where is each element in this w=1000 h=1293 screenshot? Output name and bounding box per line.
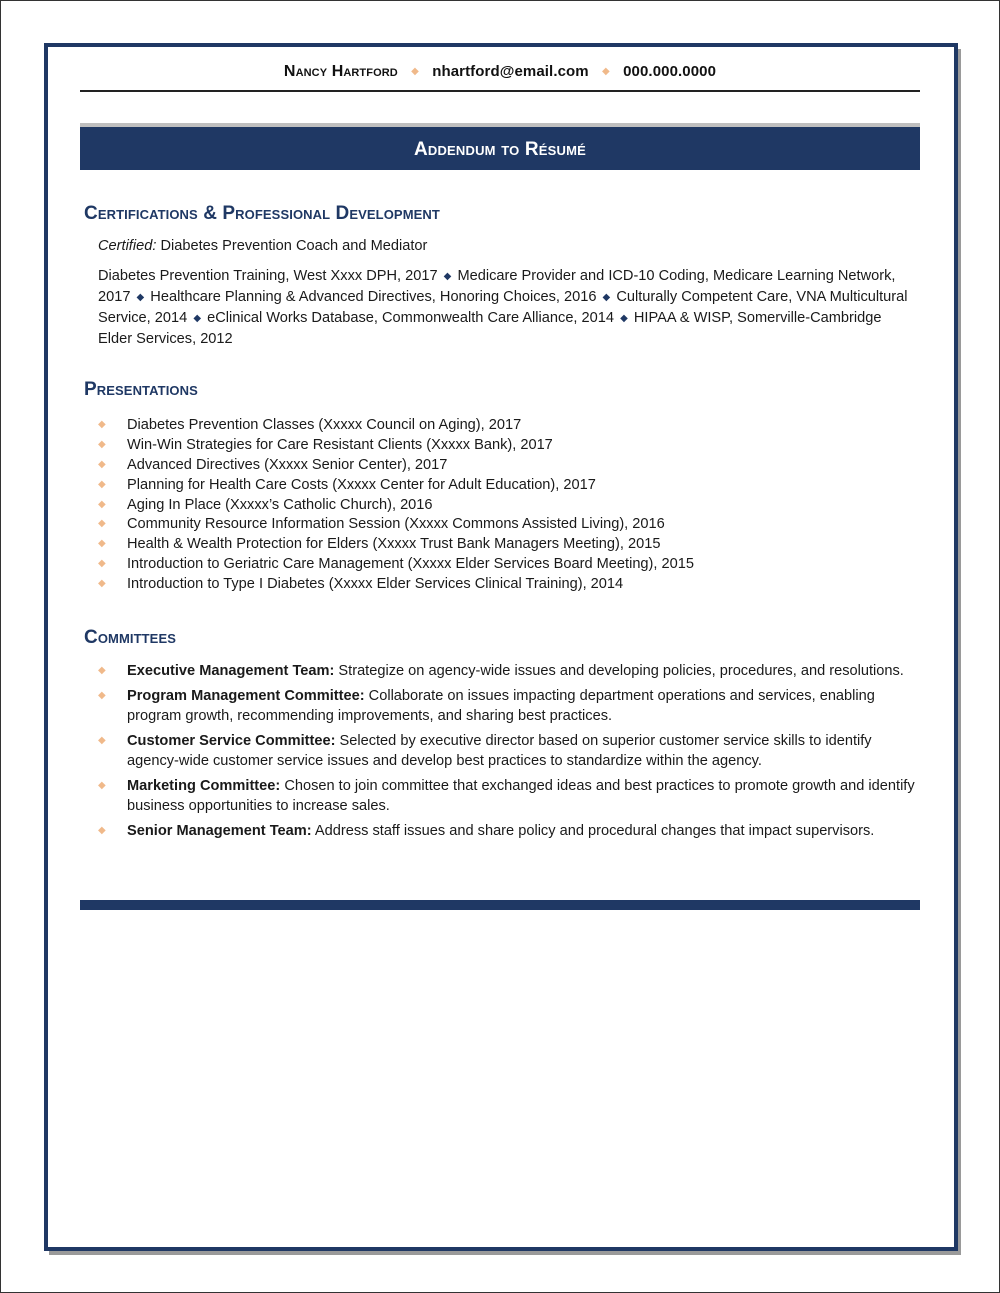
presentations-list xyxy=(98,415,918,594)
diamond-bullet-icon: ◆ xyxy=(98,578,106,590)
certification-item: Diabetes Prevention Training, West Xxxx DPH, 2017 xyxy=(98,268,438,284)
diamond-separator-icon: ◆ xyxy=(602,66,610,77)
diamond-bullet-icon: ◆ xyxy=(98,518,106,530)
diamond-bullet-icon: ◆ xyxy=(98,825,106,836)
committee-item xyxy=(98,821,918,841)
committee-name: Program Management Committee: xyxy=(127,688,365,704)
diamond-bullet-icon: ◆ xyxy=(98,735,106,746)
committee-description: Strategize on agency-wide issues and developing policies, procedures, and resolutions. xyxy=(338,663,904,679)
presentation-text: Health & Wealth Protection for Elders (Xxxxx Trust Bank Managers Meeting), 2015 xyxy=(127,536,661,553)
diamond-bullet-icon: ◆ xyxy=(98,419,106,430)
presentation-text: Advanced Directives (Xxxxx Senior Center), 2017 xyxy=(127,456,448,473)
certifications-heading: Certifications & Professional Development xyxy=(84,203,440,224)
committee-item xyxy=(98,776,918,816)
committee-item xyxy=(98,731,918,771)
committee-name: Marketing Committee: xyxy=(127,778,281,794)
footer-bar xyxy=(80,900,920,910)
header-divider xyxy=(80,90,920,92)
presentation-item xyxy=(98,574,918,594)
diamond-bullet-icon: ◆ xyxy=(98,780,106,791)
certified-value: Diabetes Prevention Coach and Mediator xyxy=(160,238,428,254)
presentation-item xyxy=(98,415,918,435)
diamond-separator-icon: ◆ xyxy=(602,292,611,303)
committee-item xyxy=(98,661,918,681)
certification-item: Culturally Competent Care, VNA Multicultural Service, 2014 xyxy=(98,289,908,326)
committees-list xyxy=(98,661,918,846)
diamond-bullet-icon: ◆ xyxy=(98,690,106,701)
committee-description: Chosen to join committee that exchanged ideas and best practices to promote growth and identify business opportunities to increase sales. xyxy=(127,778,915,814)
diamond-separator-icon: ◆ xyxy=(620,313,628,324)
committees-heading: Committees xyxy=(84,627,176,648)
diamond-bullet-icon: ◆ xyxy=(98,498,106,510)
diamond-bullet-icon: ◆ xyxy=(98,558,106,570)
certified-label: Certified: xyxy=(98,238,157,254)
presentation-text: Aging In Place (Xxxxx’s Catholic Church), 2016 xyxy=(127,496,433,513)
certification-item: eClinical Works Database, Commonwealth Care Alliance, 2014 xyxy=(207,310,615,326)
committee-description: Selected by executive director based on superior customer service skills to identify agency-wide customer service issues and develop best practices to standardize within the agency. xyxy=(127,733,872,769)
diamond-bullet-icon: ◆ xyxy=(98,478,106,490)
certifications-list xyxy=(98,266,908,349)
diamond-separator-icon: ◆ xyxy=(136,292,145,303)
certification-item: HIPAA & WISP, Somerville-Cambridge Elder Services, 2012 xyxy=(98,310,882,347)
presentation-item xyxy=(98,554,918,574)
contact-header xyxy=(80,63,920,81)
diamond-bullet-icon: ◆ xyxy=(98,538,106,550)
presentation-text: Community Resource Information Session (Xxxxx Commons Assisted Living), 2016 xyxy=(127,516,665,533)
certified-line xyxy=(98,236,918,256)
presentation-text: Diabetes Prevention Classes (Xxxxx Council on Aging), 2017 xyxy=(127,417,522,433)
addendum-banner: Addendum to Résumé xyxy=(80,127,920,170)
committee-item xyxy=(98,686,918,726)
presentation-item xyxy=(98,534,918,554)
presentation-text: Planning for Health Care Costs (Xxxxx Center for Adult Education), 2017 xyxy=(127,476,596,493)
presentation-text: Win-Win Strategies for Care Resistant Clients (Xxxxx Bank), 2017 xyxy=(127,436,553,453)
diamond-separator-icon: ◆ xyxy=(443,271,452,282)
committee-name: Customer Service Committee: xyxy=(127,733,336,749)
presentations-heading: Presentations xyxy=(84,379,198,400)
phone-number: 000.000.0000 xyxy=(623,63,717,80)
presentation-item xyxy=(98,455,918,475)
committee-description: Collaborate on issues impacting department operations and services, enabling program growth, recommending improvements, and sharing best practices. xyxy=(127,688,875,724)
diamond-bullet-icon: ◆ xyxy=(98,458,106,470)
diamond-separator-icon: ◆ xyxy=(411,66,419,77)
email-address: nhartford@email.com xyxy=(432,63,589,80)
diamond-bullet-icon: ◆ xyxy=(98,438,106,450)
certification-item: Medicare Provider and ICD-10 Coding, Medicare Learning Network, 2017 xyxy=(98,268,896,305)
committee-name: Executive Management Team: xyxy=(127,663,335,679)
diamond-bullet-icon: ◆ xyxy=(98,665,106,676)
certification-item: Healthcare Planning & Advanced Directives, Honoring Choices, 2016 xyxy=(150,289,597,305)
presentation-item xyxy=(98,435,918,455)
presentation-text: Introduction to Geriatric Care Management (Xxxxx Elder Services Board Meeting), 2015 xyxy=(127,556,694,573)
committee-description: Address staff issues and share policy and procedural changes that impact supervisors. xyxy=(314,823,875,839)
applicant-name: Nancy Hartford xyxy=(283,63,398,80)
presentation-item xyxy=(98,514,918,534)
diamond-separator-icon: ◆ xyxy=(193,313,202,324)
presentation-item xyxy=(98,495,918,515)
committee-name: Senior Management Team: xyxy=(127,823,312,839)
presentation-item xyxy=(98,475,918,495)
presentation-text: Introduction to Type I Diabetes (Xxxxx Elder Services Clinical Training), 2014 xyxy=(127,576,624,593)
